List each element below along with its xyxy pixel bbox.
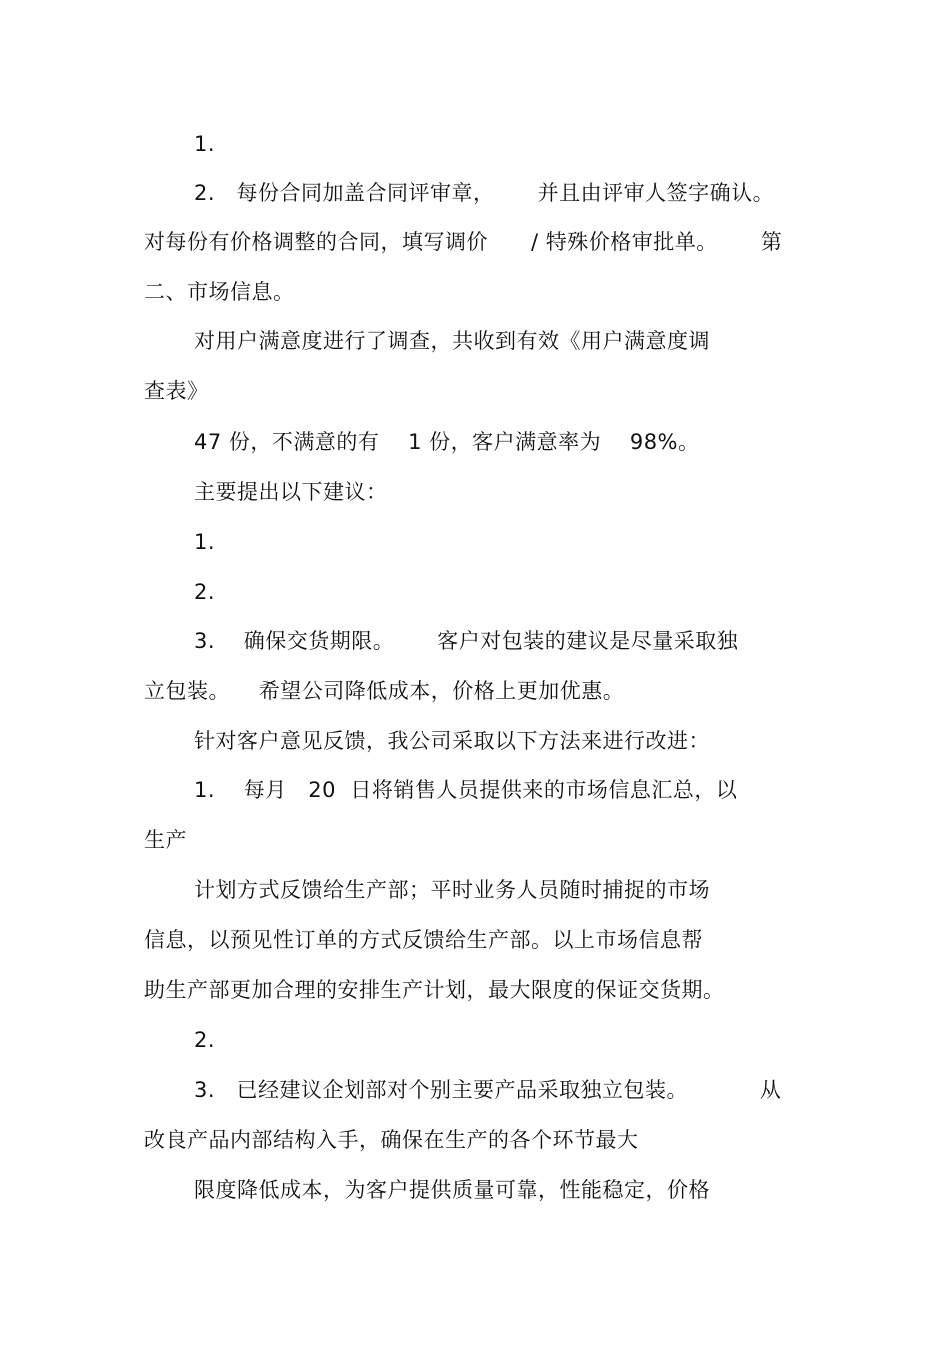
paragraph-line: 47 份，不满意的有 1 份，客户满意率为 98%。 [194, 430, 700, 454]
paragraph-line: 1. 每月 20 日将销售人员提供来的市场信息汇总，以 [194, 778, 738, 802]
paragraph-line: 助生产部更加合理的安排生产计划，最大限度的保证交货期。 [144, 978, 725, 1002]
section-heading: 二、市场信息。 [144, 280, 295, 304]
list-item-number: 2. [194, 580, 216, 604]
paragraph-line: 生产 [144, 828, 187, 852]
paragraph-line: 对用户满意度进行了调查，共收到有效《用户满意度调 [194, 329, 710, 353]
paragraph-line: 针对客户意见反馈，我公司采取以下方法来进行改进： [194, 729, 710, 753]
list-item-number: 2. [194, 1028, 216, 1052]
paragraph-line: 主要提出以下建议： [194, 480, 388, 504]
paragraph-line: 2. 每份合同加盖合同评审章， 并且由评审人签字确认。 [194, 181, 775, 205]
paragraph-line: 3. 确保交货期限。 客户对包装的建议是尽量采取独 [194, 629, 739, 653]
paragraph-line: 限度降低成本，为客户提供质量可靠，性能稳定，价格 [194, 1178, 710, 1202]
paragraph-line: 计划方式反馈给生产部；平时业务人员随时捕捉的市场 [194, 878, 710, 902]
list-item-number: 1. [194, 530, 216, 554]
paragraph-line: 查表》 [144, 379, 209, 403]
list-item-number: 1. [194, 132, 216, 156]
paragraph-line: 立包装。 希望公司降低成本，价格上更加优惠。 [144, 679, 625, 703]
paragraph-line: 对每份有价格调整的合同，填写调价 / 特殊价格审批单。 第 [144, 230, 783, 254]
paragraph-line: 改良产品内部结构入手，确保在生产的各个环节最大 [144, 1128, 639, 1152]
paragraph-line: 3. 已经建议企划部对个别主要产品采取独立包装。 从 [194, 1078, 782, 1102]
paragraph-line: 信息，以预见性订单的方式反馈给生产部。以上市场信息帮 [144, 928, 703, 952]
